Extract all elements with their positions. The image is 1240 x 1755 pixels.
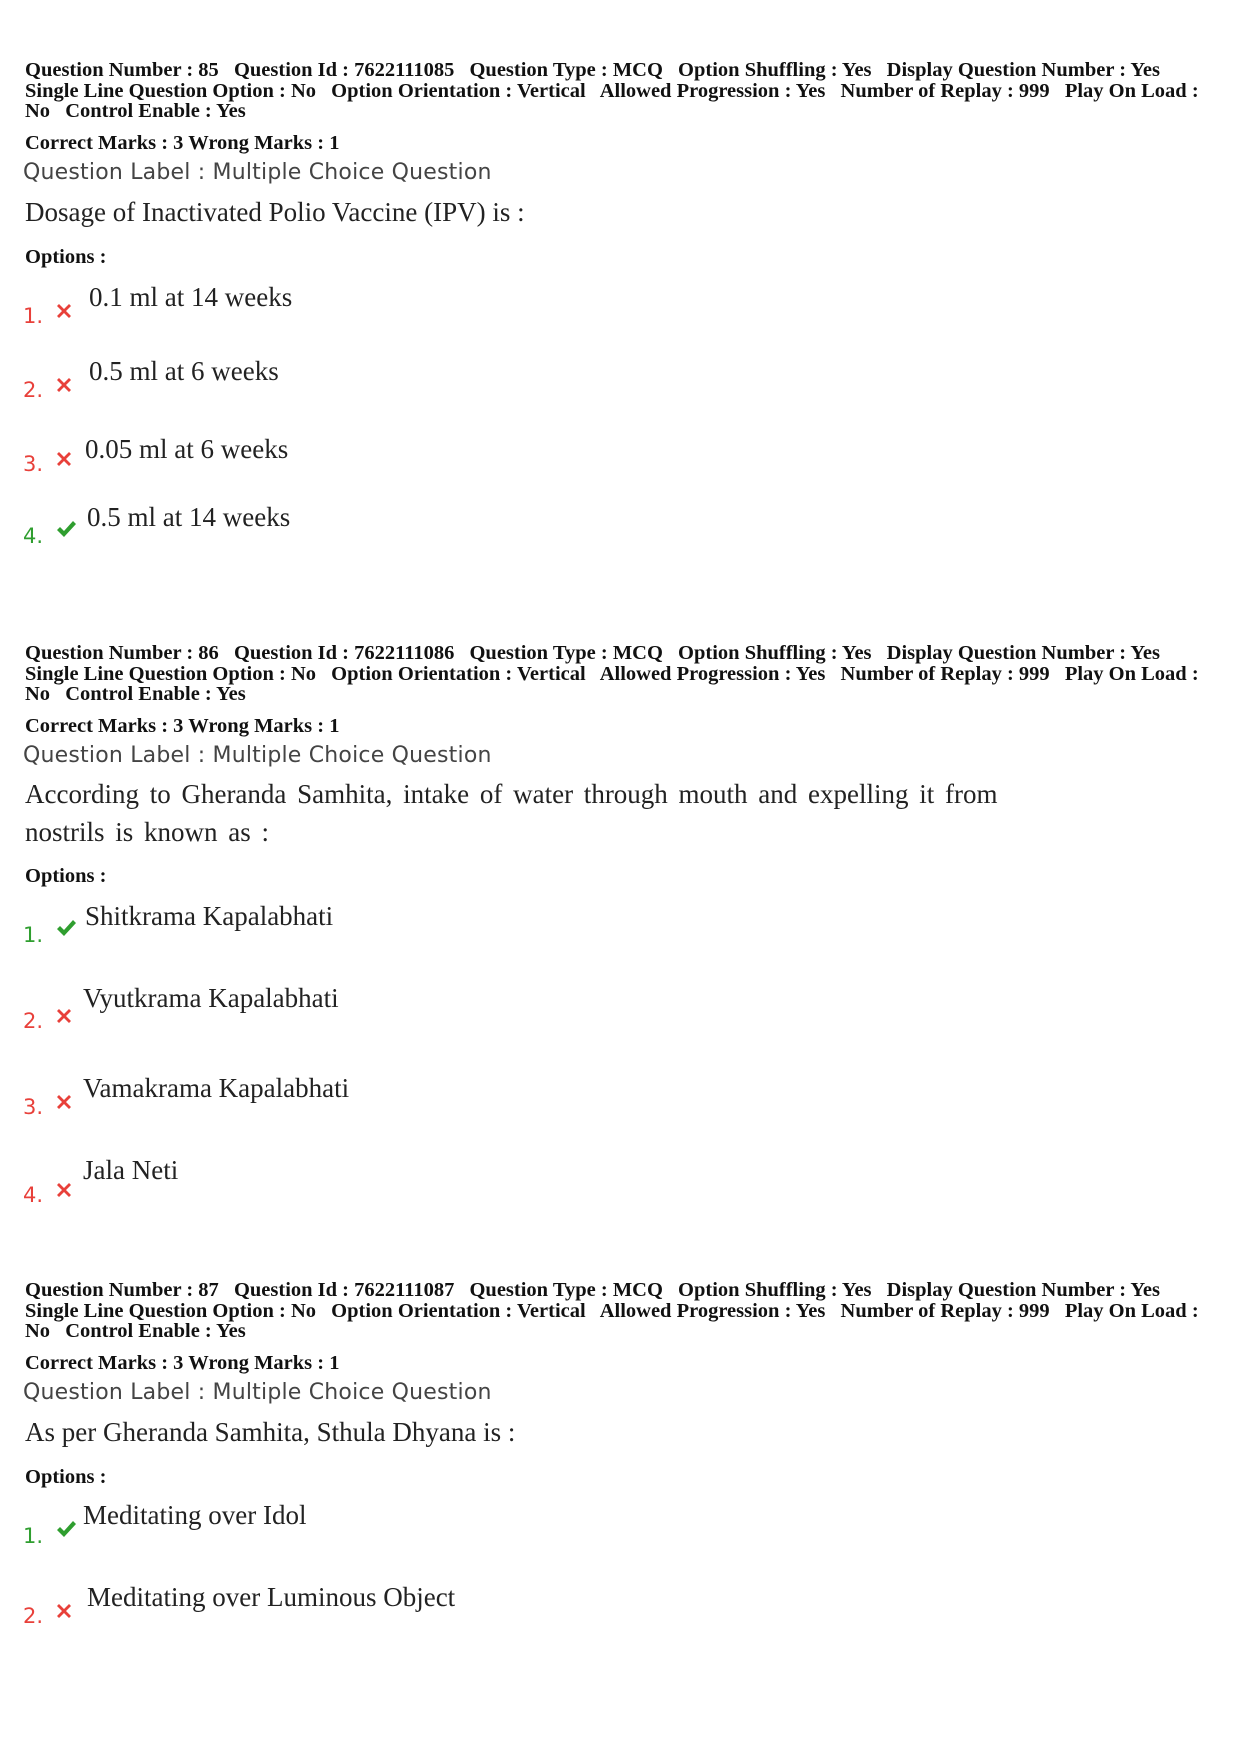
cross-icon xyxy=(53,1091,75,1113)
question-text: Dosage of Inactivated Polio Vaccine (IPV) is : xyxy=(25,197,525,227)
option-number: 4. xyxy=(23,1183,44,1207)
options-heading: Options : xyxy=(25,1466,107,1488)
check-icon xyxy=(53,1518,79,1540)
option-text: Meditating over Idol xyxy=(83,1500,307,1530)
option-item xyxy=(23,282,925,336)
option-item xyxy=(23,1073,925,1127)
question-meta: Question Number : 86 Question Id : 7622111086 Question Type : MCQ Option Shuffling : Yes Display Question Number : Yes Single Line Question Option : No Option Orientation : Vertical Allowed Progression : Yes Number of Replay : 999 Play On Load : No Control Enable : Yes xyxy=(25,642,1199,705)
question-label: Question Label : Multiple Choice Question xyxy=(23,1380,492,1405)
option-item xyxy=(23,1582,925,1636)
cross-icon xyxy=(53,300,75,322)
cross-icon xyxy=(53,374,75,396)
option-number: 2. xyxy=(23,378,44,402)
option-item xyxy=(23,502,925,556)
question-text: As per Gheranda Samhita, Sthula Dhyana is : xyxy=(25,1417,516,1447)
check-icon xyxy=(53,917,79,939)
option-number: 4. xyxy=(23,524,44,548)
options-heading: Options : xyxy=(25,865,107,887)
marks-line: Correct Marks : 3 Wrong Marks : 1 xyxy=(25,132,340,154)
option-item xyxy=(23,983,925,1041)
option-text: 0.5 ml at 6 weeks xyxy=(89,356,279,386)
cross-icon xyxy=(53,448,75,470)
marks-line: Correct Marks : 3 Wrong Marks : 1 xyxy=(25,715,340,737)
option-number: 1. xyxy=(23,1524,44,1548)
question-label: Question Label : Multiple Choice Question xyxy=(23,743,492,768)
question-block xyxy=(25,1280,1215,1720)
option-text: 0.05 ml at 6 weeks xyxy=(85,434,289,464)
option-text: Jala Neti xyxy=(83,1155,179,1185)
question-meta: Question Number : 87 Question Id : 7622111087 Question Type : MCQ Option Shuffling : Yes Display Question Number : Yes Single Line Question Option : No Option Orientation : Vertical Allowed Progression : Yes Number of Replay : 999 Play On Load : No Control Enable : Yes xyxy=(25,1279,1199,1342)
option-item xyxy=(23,901,925,955)
question-block xyxy=(25,60,1215,580)
option-number: 2. xyxy=(23,1009,44,1033)
question-block xyxy=(25,643,1215,1223)
option-number: 2. xyxy=(23,1604,44,1628)
question-meta: Question Number : 85 Question Id : 7622111085 Question Type : MCQ Option Shuffling : Yes Display Question Number : Yes Single Line Question Option : No Option Orientation : Vertical Allowed Progression : Yes Number of Replay : 999 Play On Load : No Control Enable : Yes xyxy=(25,59,1199,122)
option-text: Shitkrama Kapalabhati xyxy=(85,901,334,931)
option-text: Vamakrama Kapalabhati xyxy=(83,1073,350,1103)
check-icon xyxy=(53,518,79,540)
marks-line: Correct Marks : 3 Wrong Marks : 1 xyxy=(25,1352,340,1374)
cross-icon xyxy=(53,1005,75,1027)
option-item xyxy=(23,356,925,410)
option-item xyxy=(25,434,925,484)
question-text: According to Gheranda Samhita, intake of water through mouth and expelling it from nostrils is known as : xyxy=(25,779,998,847)
option-number: 1. xyxy=(23,304,44,328)
option-number: 3. xyxy=(23,452,44,476)
option-item xyxy=(23,1500,925,1556)
option-number: 1. xyxy=(23,923,44,947)
option-text: 0.1 ml at 14 weeks xyxy=(89,282,293,312)
option-item xyxy=(23,1155,925,1215)
cross-icon xyxy=(53,1179,75,1201)
option-number: 3. xyxy=(23,1095,44,1119)
option-text: Vyutkrama Kapalabhati xyxy=(83,983,339,1013)
option-text: 0.5 ml at 14 weeks xyxy=(87,502,291,532)
options-heading: Options : xyxy=(25,246,107,268)
option-text: Meditating over Luminous Object xyxy=(87,1582,456,1612)
question-label: Question Label : Multiple Choice Question xyxy=(23,160,492,185)
cross-icon xyxy=(53,1600,75,1622)
